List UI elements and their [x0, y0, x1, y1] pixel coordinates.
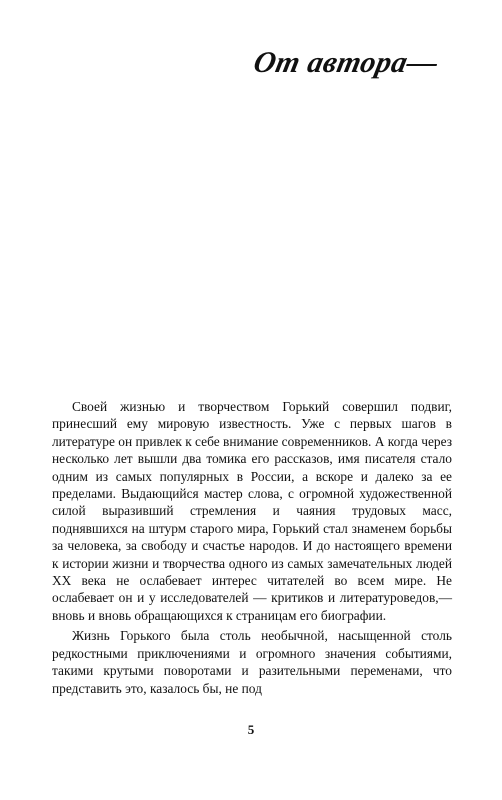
body-text — [52, 398, 452, 697]
paragraph-1: Своей жизнью и творчеством Горький совершил подвиг, принесший ему мировую известность. Уже с первых шагов в литературе он привлек к себе внимание современников. А когда через несколько лет вышли два томика его рассказов, имя писателя стало одним из самых популярных в России, а вскоре и далеко за ее пределами. Выдающийся мастер слова, с огромной художественной силой выразивший стремления и чаяния трудовых масс, поднявшихся на штурм старого мира, Горький стал знаменем борьбы за человека, за свободу и счастье народов. И до настоящего времени к истории жизни и творчества одного из самых замечательных людей XX века не ослабевает интерес читателей во всем мире. Не ослабевает он и у исследователей — критиков и литературоведов,— вновь и вновь обращающихся к страницам его биографии. — [52, 399, 452, 623]
page-number: 5 — [247, 722, 255, 737]
paragraph-2: Жизнь Горького была столь необычной, насыщенной столь редкостными приключениями и огромного значения событиями, такими крутыми поворотами и разительными переменами, что представить это, казалось бы, не под — [52, 628, 452, 696]
chapter-heading: От автора— — [250, 46, 442, 79]
